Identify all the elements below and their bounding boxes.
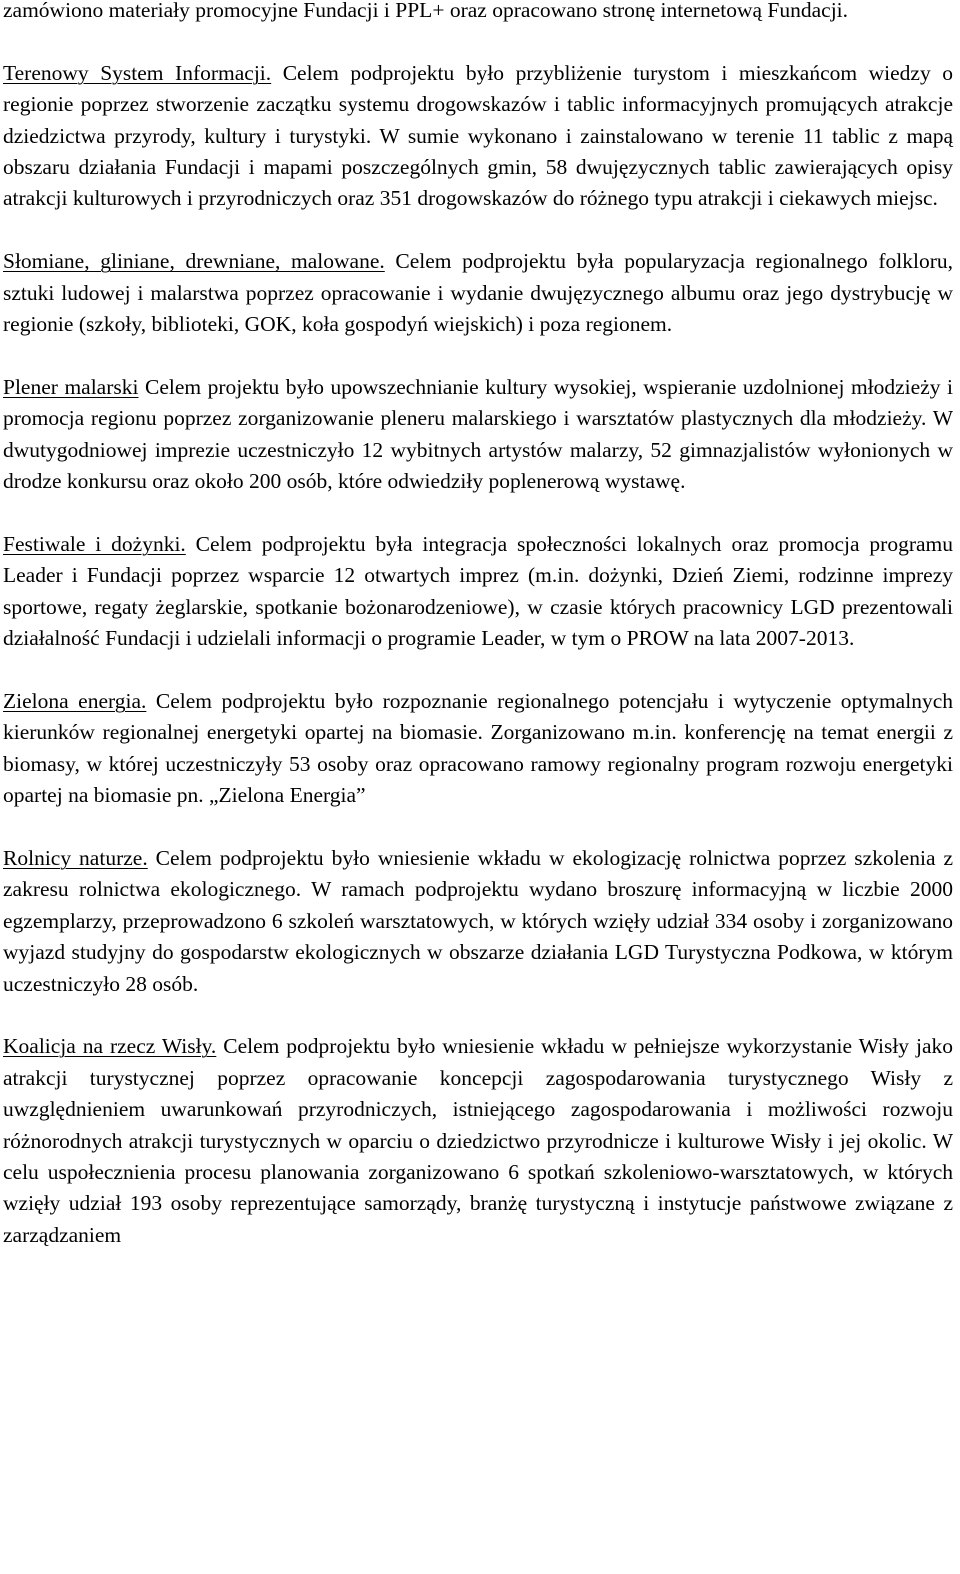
paragraph-festiwale xyxy=(3,529,953,655)
paragraph-heading: Terenowy System Informacji. xyxy=(3,60,272,85)
paragraph-slomiane xyxy=(3,246,953,340)
paragraph-body: Celem podprojektu była integracja społeczności lokalnych oraz promocja programu Leader i Fundacji poprzez wsparcie 12 otwartych imprez (m.in. dożynki, Dzień Ziemi, rodzinne imprezy sportowe, regaty żeglarskie, spotkanie bożonarodzeniowe), w czasie których pracownicy LGD prezentowali działalność Fundacji i udzielali informacji o programie Leader, w tym o PROW na lata 2007-2013. xyxy=(3,531,953,651)
paragraph-body: Celem podprojektu było wniesienie wkładu w ekologizację rolnictwa poprzez szkolenia z zakresu rolnictwa ekologicznego. W ramach podprojektu wydano broszurę informacyjną w liczbie 2000 egzemplarzy, przeprowadzono 6 szkoleń warsztatowych, w których wzięły udział 334 osoby i zorganizowano wyjazd studyjny do gospodarstw ekologicznych w obszarze działania LGD Turystyczna Podkowa, w którym uczestniczyło 28 osób. xyxy=(3,845,954,996)
paragraph-heading: Koalicja na rzecz Wisły. xyxy=(3,1034,217,1059)
paragraph-heading: Festiwale i dożynki. xyxy=(3,531,186,556)
paragraph-body: Celem podprojektu było przybliżenie turystom i mieszkańcom wiedzy o regionie poprzez stworzenie zaczątku systemu drogowskazów i tablic informacyjnych promujących atrakcje dziedzictwa przyrody, kultury i turystyki. W sumie wykonano i zainstalowano w terenie 11 tablic z mapą obszaru działania Fundacji i mapami poszczególnych gmin, 58 dwujęzycznych tablic zawierających opisy atrakcji kulturowych i przyrodniczych oraz 351 drogowskazów do różnego typu atrakcji i ciekawych miejsc. xyxy=(3,60,954,211)
paragraph-rolnicy-naturze xyxy=(3,843,953,1000)
paragraph-heading: Plener malarski xyxy=(3,374,139,399)
paragraph-body: Celem projektu było upowszechnianie kultury wysokiej, wspieranie uzdolnionej młodzieży i promocja regionu poprzez zorganizowanie pleneru malarskiego i warsztatów plastycznych dla młodzieży. W dwutygodniowej imprezie uczestniczyło 12 wybitnych artystów malarzy, 52 gimnazjalistów wyłonionych w drodze konkursu oraz około 200 osób, które odwiedziły poplenerową wystawę. xyxy=(3,374,953,494)
paragraph-body: Celem podprojektu była popularyzacja regionalnego folkloru, sztuki ludowej i malarstwa poprzez opracowanie i wydanie dwujęzycznego albumu oraz jego dystrybucję w regionie (szkoły, biblioteki, GOK, koła gospodyń wiejskich) i poza regionem. xyxy=(3,249,954,337)
paragraph-koalicja-wisly xyxy=(3,1031,953,1251)
paragraph-heading: Zielona energia. xyxy=(3,688,147,713)
paragraph-zielona-energia xyxy=(3,686,953,812)
paragraph-body: Celem podprojektu było rozpoznanie regionalnego potencjału i wytyczenie optymalnych kierunków regionalnej energetyki opartej na biomasie. Zorganizowano m.in. konferencję na temat energii z biomasy, w której uczestniczyły 53 osoby oraz opracowano ramowy regionalny program rozwoju energetyki opartej na biomasie pn. „Zielona Energia” xyxy=(3,688,953,808)
document-page xyxy=(3,0,953,1283)
paragraph-body: Celem podprojektu było wniesienie wkładu w pełniejsze wykorzystanie Wisły jako atrakcji turystycznej poprzez opracowanie koncepcji zagospodarowania turystycznego Wisły z uwzględnieniem uwarunkowań przyrodniczych, istniejącego zagospodarowania i możliwości rozwoju różnorodnych atrakcji turystycznych w oparciu o dziedzictwo przyrodnicze i kulturowe Wisły i jej okolic. W celu uspołecznienia procesu planowania zorganizowano 6 spotkań szkoleniowo-warsztatowych, w których wzięły udział 193 osoby reprezentujące samorządy, branżę turystyczną i instytucje państwowe związane z zarządzaniem xyxy=(3,1034,953,1247)
paragraph-heading: Słomiane, gliniane, drewniane, malowane. xyxy=(3,249,385,274)
paragraph-heading: Rolnicy naturze. xyxy=(3,845,148,870)
paragraph-terenowy-system xyxy=(3,58,953,215)
paragraph-intro xyxy=(3,0,953,26)
paragraph-body: zamówiono materiały promocyjne Fundacji i PPL+ oraz opracowano stronę internetową Fundacji. xyxy=(3,0,849,22)
paragraph-plener xyxy=(3,372,953,498)
